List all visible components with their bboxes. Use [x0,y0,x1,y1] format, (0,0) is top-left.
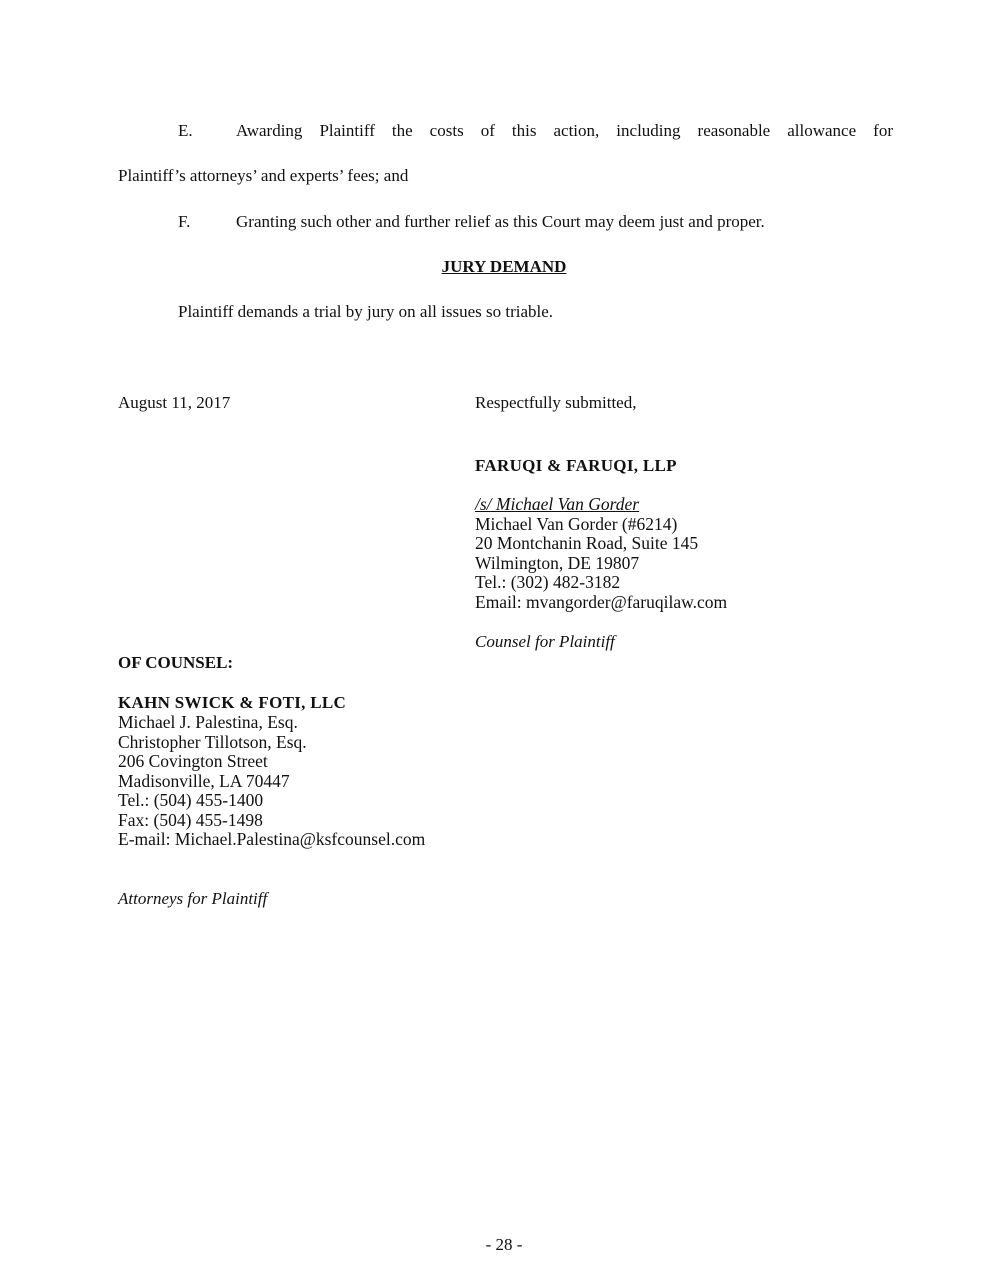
prayer-item-f-letter: F. [178,212,191,231]
prayer-item-e-letter: E. [178,121,193,140]
signature-line: Tel.: (302) 482-3182 [475,572,621,592]
page-number: - 28 - [485,1235,523,1254]
filing-date: August 11, 2017 [118,393,231,412]
electronic-signature: /s/ Michael Van Gorder [475,494,640,514]
jury-demand-heading: JURY DEMAND [441,257,567,276]
of-counsel-line: Tel.: (504) 455-1400 [118,790,264,810]
signature-line: Wilmington, DE 19807 [475,552,640,573]
prayer-item-f [178,212,765,232]
firm-name-faruqi: FARUQI & FARUQI, LLP [475,456,677,475]
of-counsel-line: Madisonville, LA 70447 [118,770,290,791]
prayer-item-e-continuation: Plaintiff’s attorneys’ and experts’ fees; and [118,166,409,185]
of-counsel-line: E-mail: Michael.Palestina@ksfcounsel.com [118,829,426,849]
of-counsel-line: Fax: (504) 455-1498 [118,809,263,830]
signature-line: 20 Montchanin Road, Suite 145 [475,533,699,553]
of-counsel-heading: OF COUNSEL: [118,653,234,672]
of-counsel-block [118,713,425,850]
prayer-item-e-text: Awarding Plaintiff the costs of this action, including reasonable allowance for [236,121,893,140]
prayer-item-e [178,121,893,141]
signature-line: Michael Van Gorder (#6214) [475,513,678,534]
closing-line: Respectfully submitted, [475,393,637,412]
of-counsel-line: 206 Covington Street [118,751,268,771]
of-counsel-line: Michael J. Palestina, Esq. [118,712,298,732]
counsel-role: Counsel for Plaintiff [475,632,615,651]
prayer-item-f-text: Granting such other and further relief as this Court may deem just and proper. [236,212,765,231]
signature-block [475,495,727,612]
of-counsel-line: Christopher Tillotson, Esq. [118,731,307,752]
jury-demand-text: Plaintiff demands a trial by jury on all issues so triable. [178,302,554,321]
attorneys-role: Attorneys for Plaintiff [118,889,268,908]
signature-line: Email: mvangorder@faruqilaw.com [475,591,728,612]
firm-name-kahn: KAHN SWICK & FOTI, LLC [118,693,347,712]
